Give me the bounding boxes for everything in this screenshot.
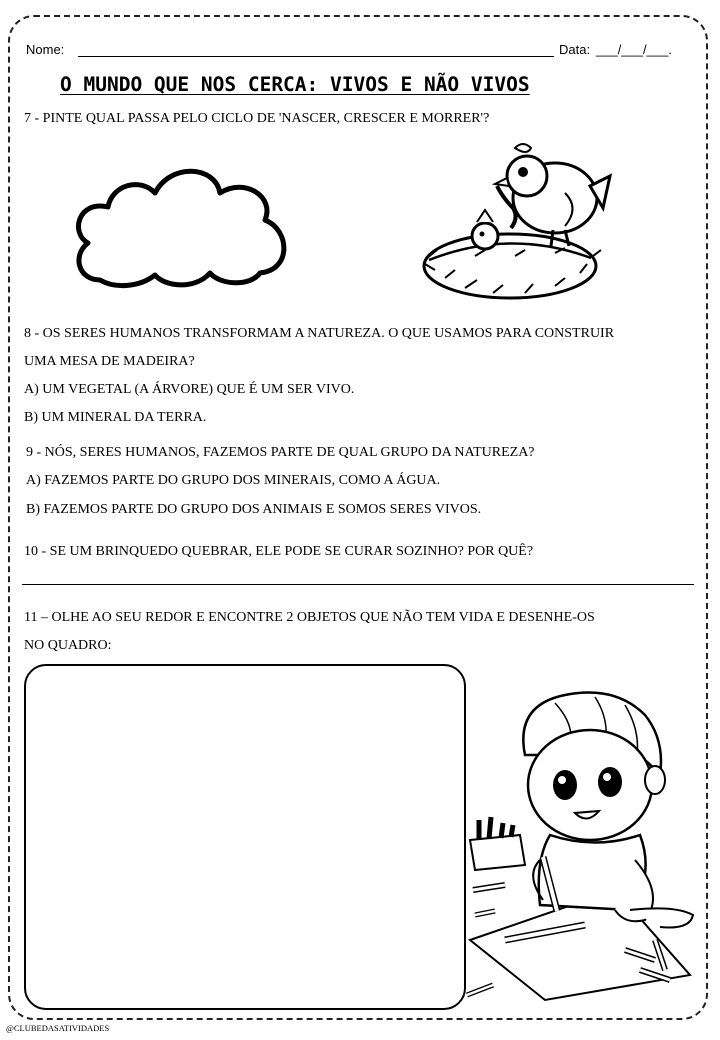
question-8-option-b[interactable]: B) UM MINERAL DA TERRA. (24, 410, 207, 425)
date-field[interactable]: ___/___/___. (596, 42, 672, 57)
question-9-option-b[interactable]: B) FAZEMOS PARTE DO GRUPO DOS ANIMAIS E SOMOS SERES VIVOS. (26, 502, 482, 517)
question-9: 9 - NÓS, SERES HUMANOS, FAZEMOS PARTE DE QUAL GRUPO DA NATUREZA? (26, 445, 535, 460)
question-8-line-2: UMA MESA DE MADEIRA? (24, 354, 195, 369)
cloud-illustration[interactable] (70, 155, 300, 290)
answer-line[interactable] (22, 584, 694, 585)
question-8-line-1: 8 - OS SERES HUMANOS TRANSFORMAM A NATUREZA. O QUE USAMOS PARA CONSTRUIR (24, 326, 615, 341)
footer-credit: @CLUBEDASATIVIDADES (6, 1023, 110, 1033)
page-title: O MUNDO QUE NOS CERCA: VIVOS E NÃO VIVOS (60, 73, 530, 96)
question-10: 10 - SE UM BRINQUEDO QUEBRAR, ELE PODE SE CURAR SOZINHO? POR QUÊ? (24, 544, 534, 559)
drawing-box[interactable] (24, 664, 466, 1010)
question-8-option-a[interactable]: A) UM VEGETAL (A ÁRVORE) QUE É UM SER VIVO. (24, 382, 355, 397)
question-7: 7 - PINTE QUAL PASSA PELO CICLO DE 'NASCER, CRESCER E MORRER'? (24, 111, 490, 126)
bird-nest-illustration[interactable] (415, 138, 615, 308)
date-label: Data: (559, 42, 591, 57)
question-11-line-2: NO QUADRO: (24, 638, 112, 653)
child-drawing-illustration (465, 685, 700, 1010)
name-field-line[interactable] (78, 56, 554, 57)
name-label: Nome: (26, 42, 65, 57)
question-9-option-a[interactable]: A) FAZEMOS PARTE DO GRUPO DOS MINERAIS, COMO A ÁGUA. (26, 473, 441, 488)
question-11-line-1: 11 – OLHE AO SEU REDOR E ENCONTRE 2 OBJETOS QUE NÃO TEM VIDA E DESENHE-OS (24, 610, 595, 625)
